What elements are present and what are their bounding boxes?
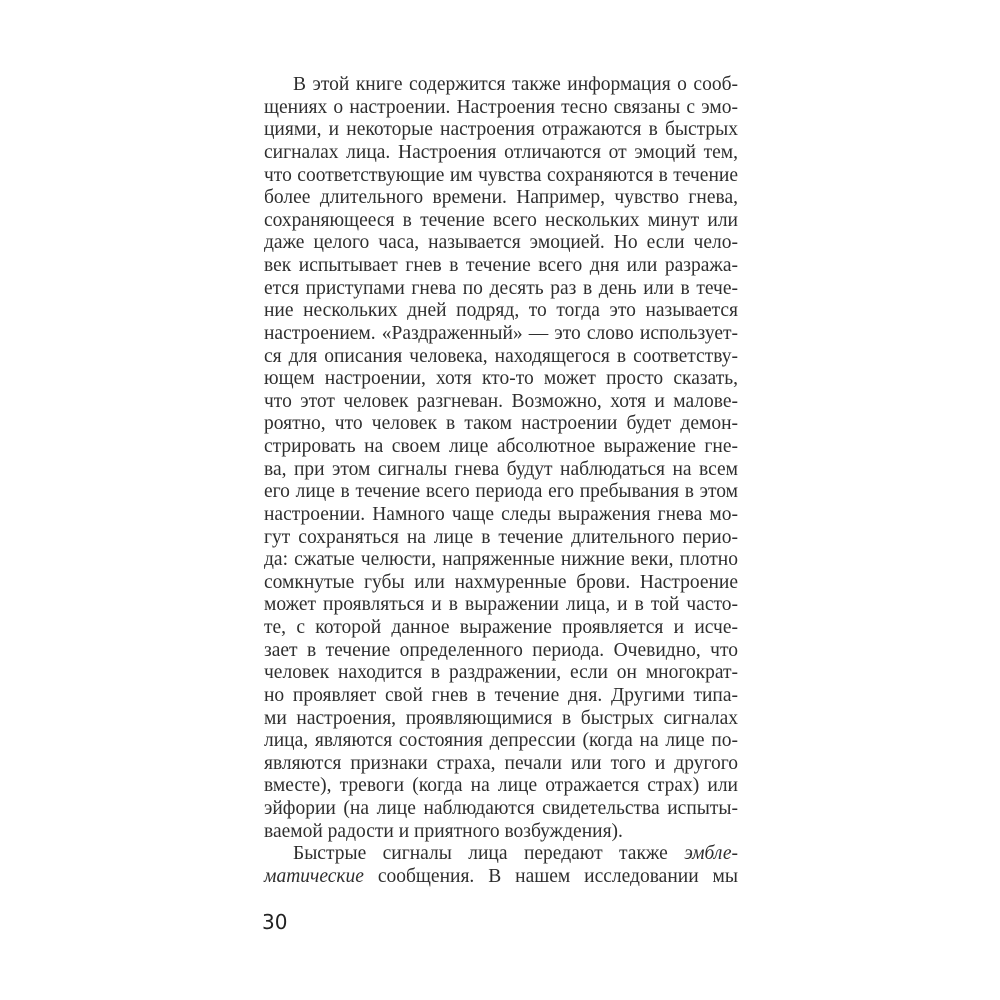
text-line: ми настроения, проявляющимися в быстрых сигналах (264, 707, 738, 729)
page-number: 30 (262, 910, 288, 934)
text-line: но проявляет свой гнев в течение дня. Другими типа- (264, 684, 738, 706)
text-line: зает в течение определенного периода. Очевидно, что (264, 639, 738, 661)
italic-term: эмбле- (684, 843, 738, 865)
text-line: вместе), тревоги (когда на лице отражается страх) или (264, 775, 738, 797)
text-line: лица, являются состояния депрессии (когда на лице по- (264, 730, 738, 752)
text-line: ющем настроении, хотя кто-то может просто сказать, (264, 368, 738, 390)
text-line: ва, при этом сигналы гнева будут наблюдаться на всем (264, 458, 738, 480)
text-line: сохраняющееся в течение всего нескольких минут или (264, 209, 738, 231)
text-segment: сообщения. В нашем исследовании мы (363, 865, 738, 887)
body-text (264, 74, 738, 889)
text-line (264, 843, 738, 866)
text-line: В этой книге содержится также информация о сооб- (293, 74, 738, 95)
text-line: роятно, что человек в таком настроении будет демон- (264, 413, 738, 435)
text-line: даже целого часа, называется эмоцией. Но если чело- (264, 232, 738, 254)
text-line: век испытывает гнев в течение всего дня или разража- (264, 255, 738, 276)
text-line: ется приступами гнева по десять раз в день или в тече- (264, 277, 738, 299)
text-line: эйфории (на лице наблюдаются свидетельства испыты- (264, 798, 738, 819)
text-line: циями, и некоторые настроения отражаются в быстрых (264, 119, 738, 141)
text-line: настроением. «Раздраженный» — это слово использует- (264, 322, 738, 344)
text-line: сомкнутые губы или нахмуренные брови. Настроение (264, 571, 738, 593)
text-line: ся для описания человека, находящегося в соответству- (264, 345, 738, 367)
text-line: гут сохраняться на лице в течение длительного перио- (264, 526, 738, 548)
text-line: стрировать на своем лице абсолютное выражение гне- (264, 436, 738, 457)
text-line: его лице в течение всего периода его пребывания в этом (264, 481, 738, 503)
text-line: что этот человек разгневан. Возможно, хотя и малове- (264, 390, 738, 412)
text-line: ние нескольких дней подряд, то тогда это называется (264, 300, 738, 322)
text-line: человек находится в раздражении, если он многократ- (264, 662, 738, 684)
text-line: щениях о настроении. Настроения тесно связаны с эмо- (264, 96, 738, 118)
text-line: что соответствующие им чувства сохраняются в течение (264, 164, 738, 186)
text-line: ваемой радости и приятного возбуждения). (264, 820, 623, 842)
text-segment: Быстрые сигналы лица передают также (293, 843, 685, 865)
text-line: может проявляться и в выражении лица, и в той часто- (264, 594, 738, 616)
text-line: настроении. Намного чаще следы выражения гнева мо- (264, 503, 738, 525)
italic-term: матические (264, 865, 364, 887)
text-line: являются признаки страха, печали или того и другого (264, 752, 738, 774)
text-line: да: сжатые челюсти, напряженные нижние веки, плотно (264, 549, 738, 571)
text-line: те, с которой данное выражение проявляется и исче- (264, 617, 738, 638)
text-line (264, 866, 738, 889)
text-line: более длительного времени. Например, чувство гнева, (264, 187, 738, 209)
text-line: сигналах лица. Настроения отличаются от эмоций тем, (264, 141, 738, 163)
